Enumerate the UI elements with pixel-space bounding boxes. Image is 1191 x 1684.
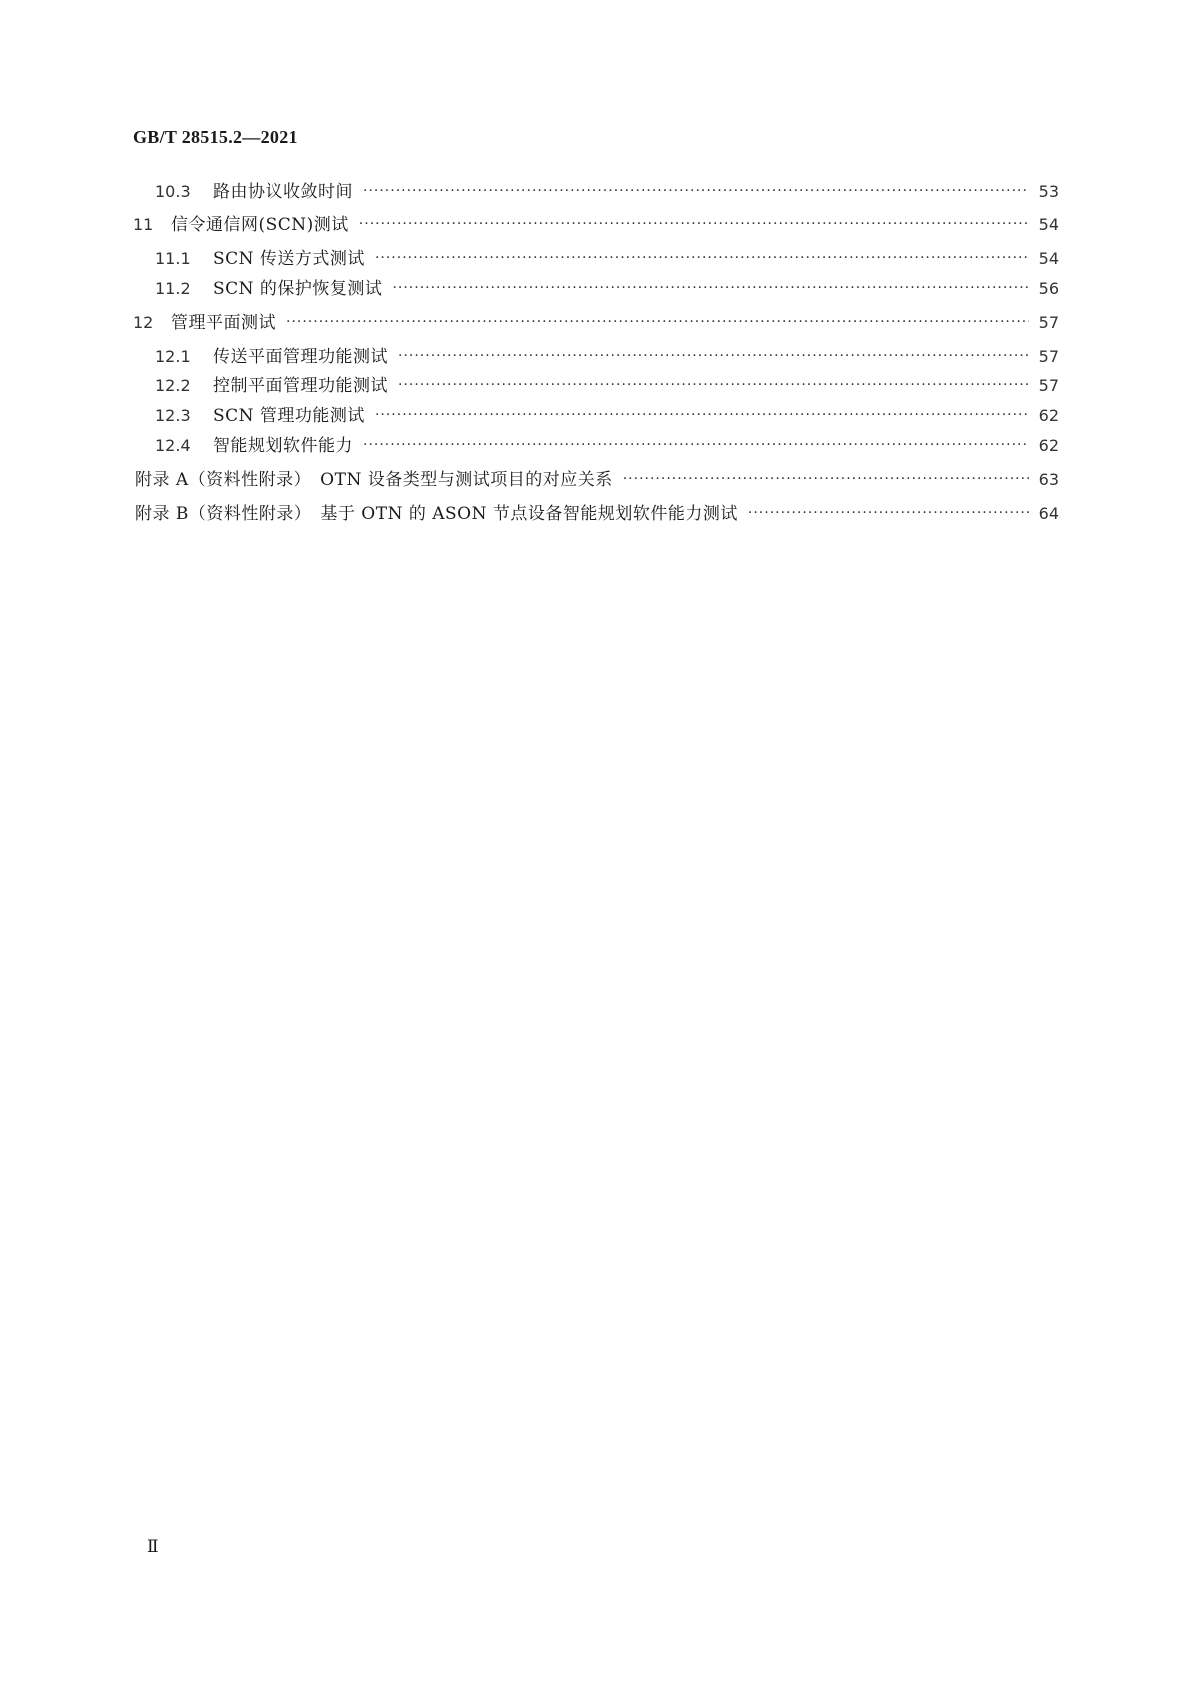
toc-entry-page: 62 [1038,406,1059,425]
toc-entry-title: 管理平面测试 [171,313,276,333]
toc-entry-number: 12.2 [155,376,191,395]
toc-entry-page: 53 [1038,182,1059,201]
toc-entry-page: 56 [1038,279,1059,298]
toc-entry-12-2[interactable] [133,374,1059,398]
toc-entry-title: 智能规划软件能力 [213,436,353,456]
toc-entry-11-2[interactable] [133,277,1059,301]
toc-entry-page: 64 [1038,504,1059,523]
toc-entry-title: 控制平面管理功能测试 [213,376,388,396]
toc-entry-title: 附录 A（资料性附录） OTN 设备类型与测试项目的对应关系 [135,470,613,490]
toc-entry-title: SCN 管理功能测试 [213,406,365,426]
toc-entry-number: 11 [133,215,154,234]
toc-entry-number: 12 [133,313,154,332]
toc-entry-appendix-a[interactable] [133,468,1059,492]
toc-entry-appendix-b[interactable] [133,502,1059,526]
toc-entry-page: 54 [1038,249,1059,268]
toc-entry-title: SCN 的保护恢复测试 [213,279,383,299]
toc-entry-page: 54 [1038,215,1059,234]
toc-entry-page: 57 [1038,347,1059,366]
toc-entry-12-1[interactable] [133,345,1059,369]
toc-dot-leader [623,467,1029,491]
toc-dot-leader [286,310,1029,334]
toc-dot-leader [398,373,1029,397]
toc-dot-leader [359,212,1029,236]
toc-entry-page: 57 [1038,313,1059,332]
toc-dot-leader [375,246,1029,270]
toc-entry-title: SCN 传送方式测试 [213,249,365,269]
toc-entry-title: 路由协议收敛时间 [213,182,353,202]
page-number-footer: Ⅱ [147,1537,159,1557]
toc-entry-page: 57 [1038,376,1059,395]
toc-entry-10-3[interactable] [133,180,1059,204]
toc-entry-page: 62 [1038,436,1059,455]
toc-entry-11-1[interactable] [133,247,1059,271]
toc-entry-title: 传送平面管理功能测试 [213,347,388,367]
toc-entry-title: 附录 B（资料性附录） 基于 OTN 的 ASON 节点设备智能规划软件能力测试 [135,504,738,524]
toc-dot-leader [363,179,1029,203]
toc-entry-number: 12.1 [155,347,191,366]
standard-code-header: GB/T 28515.2—2021 [133,127,298,147]
toc-entry-number: 12.4 [155,436,191,455]
toc-dot-leader [398,344,1029,368]
toc-dot-leader [375,403,1029,427]
toc-entry-11[interactable] [133,213,1059,237]
toc-dot-leader [748,501,1029,525]
toc-dot-leader [363,433,1029,457]
toc-entry-number: 12.3 [155,406,191,425]
toc-entry-number: 11.2 [155,279,191,298]
toc-dot-leader [392,276,1029,300]
toc-entry-12-4[interactable] [133,434,1059,458]
toc-entry-page: 63 [1038,470,1059,489]
toc-entry-number: 11.1 [155,249,191,268]
toc-entry-number: 10.3 [155,182,191,201]
toc-entry-12[interactable] [133,311,1059,335]
toc-entry-title: 信令通信网(SCN)测试 [171,215,349,235]
toc-entry-12-3[interactable] [133,404,1059,428]
